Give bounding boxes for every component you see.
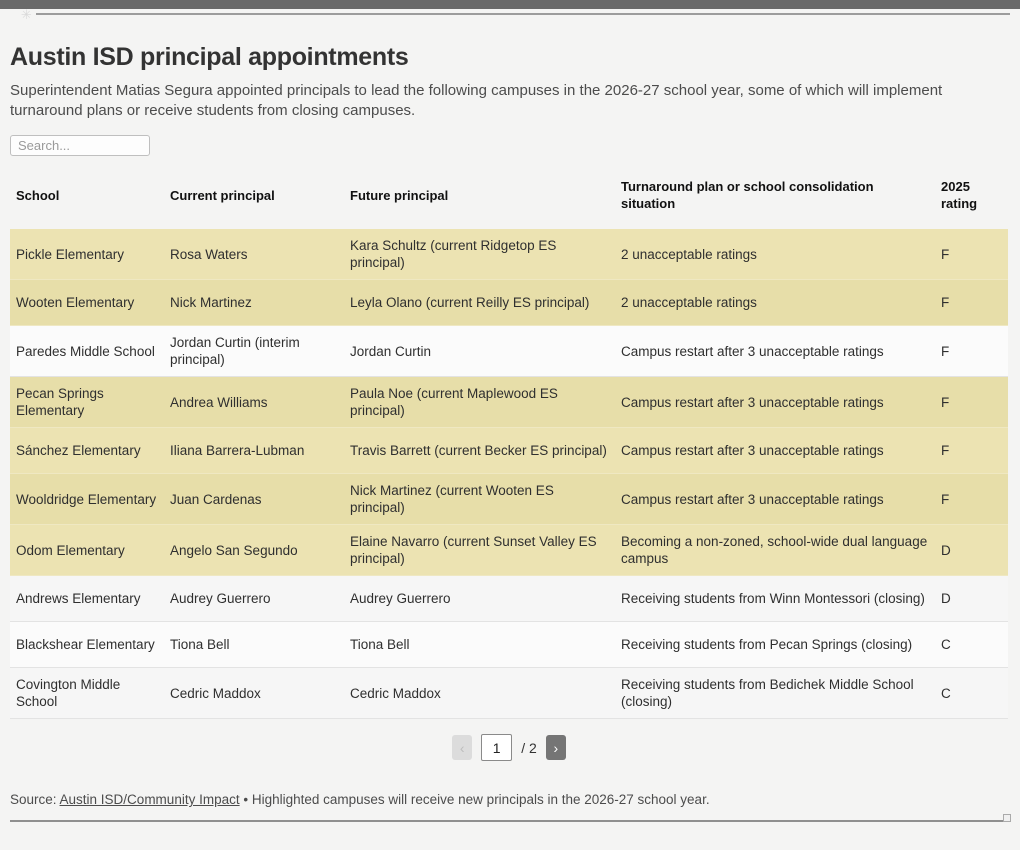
cell-situation: Receiving students from Pecan Springs (closing) <box>615 622 935 668</box>
table-row <box>10 280 1008 326</box>
column-header-current-principal: Current principal <box>170 187 275 203</box>
page-title: Austin ISD principal appointments <box>10 43 409 71</box>
cell-future-principal: Jordan Curtin <box>344 326 615 377</box>
cell-situation: 2 unacceptable ratings <box>615 229 935 280</box>
cell-rating: F <box>935 326 1008 377</box>
column-header-future-principal: Future principal <box>350 187 449 203</box>
cell-school: Odom Elementary <box>10 525 164 576</box>
column-header-school: School <box>16 187 60 203</box>
source-line <box>10 792 1010 807</box>
cell-current-principal: Nick Martinez <box>164 280 344 326</box>
cell-current-principal: Juan Cardenas <box>164 474 344 525</box>
table-row <box>10 377 1008 428</box>
cell-rating: F <box>935 428 1008 474</box>
cell-rating: F <box>935 280 1008 326</box>
source-prefix: Source: <box>10 792 60 807</box>
cell-school: Blackshear Elementary <box>10 622 164 668</box>
cell-situation: Receiving students from Winn Montessori (closing) <box>615 576 935 622</box>
cell-future-principal: Leyla Olano (current Reilly ES principal) <box>344 280 615 326</box>
page-number-input[interactable] <box>481 734 512 761</box>
cell-current-principal: Andrea Williams <box>164 377 344 428</box>
source-link[interactable]: Austin ISD/Community Impact <box>59 792 240 807</box>
cell-rating: F <box>935 474 1008 525</box>
cell-situation: 2 unacceptable ratings <box>615 280 935 326</box>
content-area <box>0 43 1020 822</box>
previous-page-button[interactable]: ‹ <box>452 735 472 760</box>
cell-school: Covington Middle School <box>10 668 164 719</box>
cell-school: Wooten Elementary <box>10 280 164 326</box>
table-row <box>10 428 1008 474</box>
cell-current-principal: Jordan Curtin (interim principal) <box>164 326 344 377</box>
cell-future-principal: Cedric Maddox <box>344 668 615 719</box>
sparkle-icon: ✳ <box>21 7 32 22</box>
cell-school: Pecan Springs Elementary <box>10 377 164 428</box>
page-subtitle: Superintendent Matias Segura appointed principals to lead the following campuses in the 2026-27 school year, some of which will implement turnaround plans or receive students from closing campuses. <box>10 82 943 119</box>
cell-rating: C <box>935 668 1008 719</box>
cell-current-principal: Rosa Waters <box>164 229 344 280</box>
pagination <box>10 734 1008 761</box>
cell-current-principal: Iliana Barrera-Lubman <box>164 428 344 474</box>
table-row <box>10 622 1008 668</box>
table-row <box>10 525 1008 576</box>
table-header <box>10 178 1008 229</box>
cell-rating: F <box>935 377 1008 428</box>
cell-future-principal: Kara Schultz (current Ridgetop ES principal) <box>344 229 615 280</box>
cell-situation: Campus restart after 3 unacceptable ratings <box>615 474 935 525</box>
table-row <box>10 576 1008 622</box>
cell-school: Wooldridge Elementary <box>10 474 164 525</box>
source-note: • Highlighted campuses will receive new principals in the 2026-27 school year. <box>239 792 710 807</box>
cell-current-principal: Angelo San Segundo <box>164 525 344 576</box>
cell-situation: Receiving students from Bedichek Middle School (closing) <box>615 668 935 719</box>
cell-future-principal: Nick Martinez (current Wooten ES principal) <box>344 474 615 525</box>
cell-rating: F <box>935 229 1008 280</box>
cell-rating: D <box>935 576 1008 622</box>
cell-current-principal: Tiona Bell <box>164 622 344 668</box>
column-header-rating: 2025 rating <box>941 179 978 211</box>
cell-school: Sánchez Elementary <box>10 428 164 474</box>
table-row <box>10 668 1008 719</box>
table-row <box>10 229 1008 280</box>
resize-handle[interactable] <box>1003 814 1011 822</box>
cell-future-principal: Elaine Navarro (current Sunset Valley ES principal) <box>344 525 615 576</box>
cell-rating: D <box>935 525 1008 576</box>
cell-current-principal: Audrey Guerrero <box>164 576 344 622</box>
cell-future-principal: Paula Noe (current Maplewood ES principal) <box>344 377 615 428</box>
cell-future-principal: Travis Barrett (current Becker ES principal) <box>344 428 615 474</box>
table-body <box>10 229 1008 719</box>
table-row <box>10 326 1008 377</box>
cell-school: Andrews Elementary <box>10 576 164 622</box>
cell-rating: C <box>935 622 1008 668</box>
search-input[interactable] <box>10 135 150 156</box>
bottom-divider <box>10 820 1010 822</box>
cell-school: Paredes Middle School <box>10 326 164 377</box>
cell-situation: Campus restart after 3 unacceptable ratings <box>615 377 935 428</box>
cell-future-principal: Tiona Bell <box>344 622 615 668</box>
cell-current-principal: Cedric Maddox <box>164 668 344 719</box>
cell-situation: Becoming a non-zoned, school-wide dual language campus <box>615 525 935 576</box>
top-bar <box>0 0 1020 9</box>
appointments-table <box>10 178 1008 719</box>
cell-situation: Campus restart after 3 unacceptable ratings <box>615 326 935 377</box>
cell-situation: Campus restart after 3 unacceptable ratings <box>615 428 935 474</box>
cell-school: Pickle Elementary <box>10 229 164 280</box>
top-divider <box>36 13 1010 15</box>
column-header-situation: Turnaround plan or school consolidation situation <box>621 179 874 211</box>
table-row <box>10 474 1008 525</box>
next-page-button[interactable]: › <box>546 735 566 760</box>
cell-future-principal: Audrey Guerrero <box>344 576 615 622</box>
page-total-label: / 2 <box>521 739 537 756</box>
